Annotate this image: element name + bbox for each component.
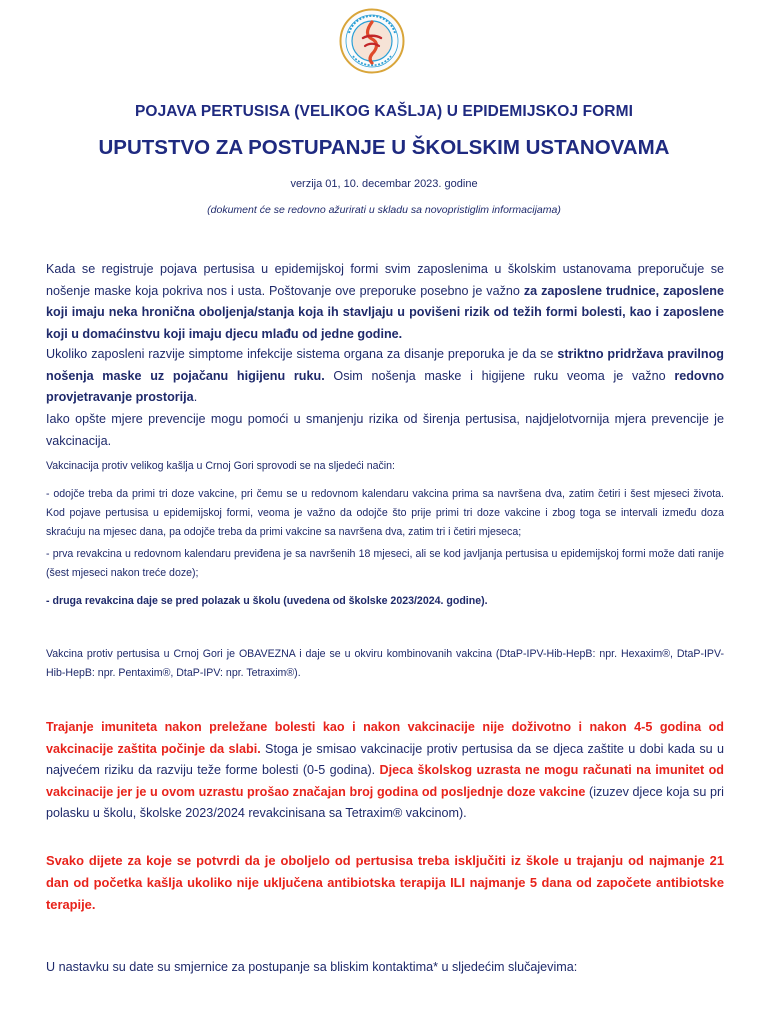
- para9-text-2: (izuzev djece koja su pri polasku u školu, školske 2023/2024 revakcinisana sa Tetraxim® vakcinom).: [46, 784, 724, 820]
- paragraph-mandatory-vaccine: [46, 645, 724, 683]
- para7-text: - druga revakcina daje se pred polazak u školu (uvedena od školske 2023/2024. godine).: [46, 595, 488, 607]
- paragraph-prevention: [46, 409, 724, 452]
- document-title: UPUTSTVO ZA POSTUPANJE U ŠKOLSKIM USTANOVAMA: [98, 136, 670, 159]
- para4-text: Vakcinacija protiv velikog kašlja u Crnoj Gori sprovodi se na sljedeći način:: [46, 460, 395, 472]
- para9-red-2: Djeca školskog uzrasta ne mogu računati na imunitet od vakcinacije jer je u ovom uzrastu prošao značajan broj godina od posljednje doze vakcine: [46, 763, 724, 799]
- para5-text: - odojče treba da primi tri doze vakcine, pri čemu se u redovnom kalendaru vakcina prima sa navršena dva, zatim četiri i šest mjeseci života. Kod pojave pertusisa u epidemijskoj formi, veoma je važno da odojče što prije primi tri doze vakcine i zbog toga se intervali između doza skraćuju na mjesec dana, pa odojče treba da primi vakcine sa navršena dva, zatim tri i četiri mjeseca;: [46, 488, 724, 538]
- para1-text: Kada se registruje pojava pertusisa u epidemijskoj formi svim zaposlenima u školskim ustanovama preporučuje se nošenje maske koja pokriva nos i usta. Poštovanje ove preporuke posebno je važno: [46, 262, 724, 298]
- paragraph-close-contacts: [46, 957, 724, 979]
- paragraph-symptoms: [46, 344, 724, 409]
- para11-text: U nastavku su date su smjernice za postupanje sa bliskim kontaktima* u sljedećim slučajevima:: [46, 960, 578, 974]
- para2-text-1: Ukoliko zaposleni razvije simptome infekcije sistema organa za disanje preporuka je da se: [46, 347, 558, 361]
- document-subtitle: POJAVA PERTUSISA (VELIKOG KAŠLJA) U EPIDEMIJSKOJ FORMI: [134, 103, 634, 120]
- list-item-second-revaccine: [46, 592, 724, 611]
- para9-text-1: Stoga je smisao vakcinacije protiv pertusisa da se djeca zaštite u dobi kada su u najvećem riziku da razviju teže forme bolesti (0-5 godina).: [46, 741, 725, 777]
- list-item-first-revaccine: [46, 545, 724, 583]
- para1-bold: za zaposlene trudnice, zaposlene koji imaju neka hronična oboljenja/stanja koja ih stavljaju u povišeni rizik od težih formi bolesti, kao i zaposlene koji u domaćinstvu koji imaju djecu mlađu od jedne godine.: [46, 283, 724, 341]
- list-item-infant-doses: [46, 485, 724, 542]
- para2-text-2: Osim nošenja maske i higijene ruku veoma je važno: [324, 368, 675, 383]
- paragraph-vaccination-intro: [46, 457, 724, 476]
- para3-text: Iako opšte mjere prevencije mogu pomoći u smanjenju rizika od širenja pertusisa, najdjelotvornija mjera prevencije je vakcinacija.: [46, 412, 724, 448]
- paragraph-immunity-duration: [46, 717, 724, 825]
- paragraph-exclusion-warning: [46, 850, 724, 916]
- version-line: verzija 01, 10. decembar 2023. godine: [290, 178, 478, 190]
- para2-text-3: .: [193, 390, 198, 404]
- para8-text: Vakcina protiv pertusisa u Crnoj Gori je OBAVEZNA i daje se u okviru kombinovanih vakcina (DtaP-IPV-Hib-HepB: npr. Hexaxim®, DtaP-IPV-Hib-HepB: npr. Pentaxim®, DtaP-IPV: npr. Tetraxim®).: [46, 648, 724, 679]
- para9-red-1: Trajanje imuniteta nakon preležane bolesti kao i nakon vakcinacije nije doživotno i nakon 4-5 godina od vakcinacije zaštita počinje da slabi.: [46, 720, 724, 756]
- paragraph-mask-recommendation: [46, 259, 724, 345]
- para6-text: - prva revakcina u redovnom kalendaru previđena je sa navršenih 18 mjeseci, ali se kod javljanja pertusisa u epidemijskoj formi može dati ranije (šest mjeseci nakon treće doze);: [46, 548, 724, 579]
- para2-bold-2: redovno provjetravanje prostorija: [46, 368, 725, 404]
- para2-bold-1: striktno pridržava pravilnog nošenja maske uz pojačanu higijenu ruku.: [46, 347, 724, 383]
- institute-seal-icon: [339, 8, 405, 74]
- update-note: (dokument će se redovno ažurirati u skladu sa novopristiglim informacijama): [207, 204, 561, 216]
- para10-text: Svako dijete za koje se potvrdi da je oboljelo od pertusisa treba isključiti iz škole u trajanju od najmanje 21 dan od početka kašlja ukoliko nije uključena antibiotska terapija ILI najmanje 5 dana od započete antibiotske terapije.: [46, 853, 724, 912]
